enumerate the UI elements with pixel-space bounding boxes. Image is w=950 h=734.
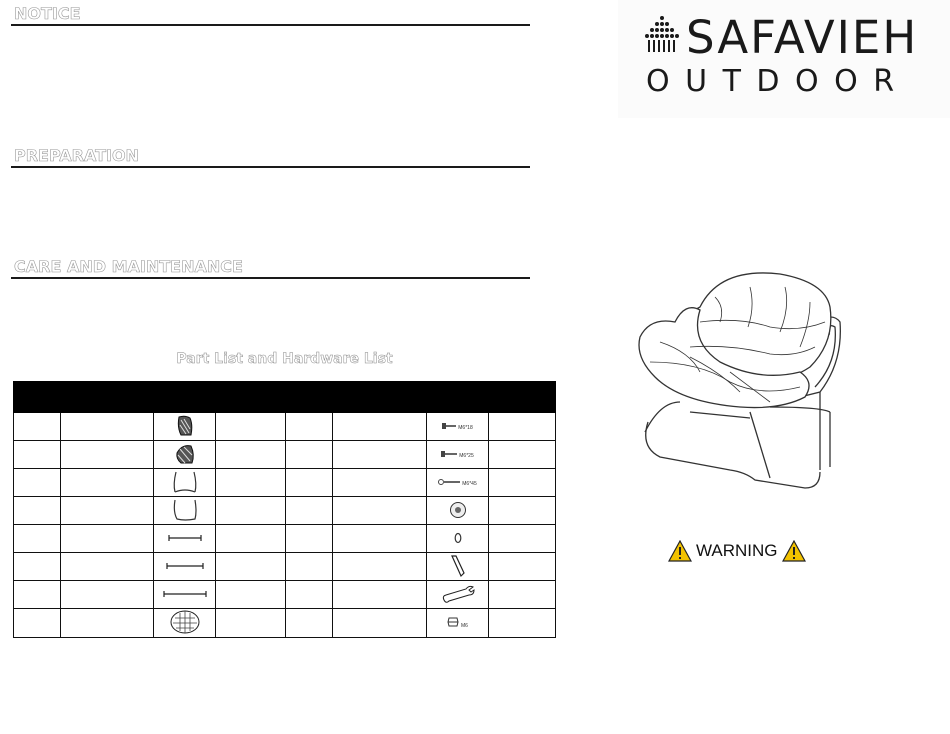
- crossbar-part-icon: [168, 534, 202, 542]
- crossbar-part-icon: [166, 562, 204, 570]
- crossbar-part-icon: [163, 590, 207, 598]
- parts-table: [13, 381, 556, 638]
- frame-leg-part-icon: [170, 498, 200, 522]
- warning-notice: [668, 540, 806, 562]
- warning-triangle-icon: [668, 540, 692, 562]
- frame-leg-part-icon: [170, 470, 200, 494]
- seat-part-icon: [174, 443, 196, 465]
- table-row: [14, 525, 556, 553]
- section-heading-preparation: PREPARATION: [11, 146, 530, 168]
- table-row: [14, 609, 556, 638]
- parts-list-title: Part List and Hardware List: [176, 351, 393, 367]
- backrest-part-icon: [175, 415, 195, 437]
- section-heading-notice: NOTICE: [11, 4, 530, 26]
- washer-nut-icon: [449, 501, 467, 519]
- brand-emblem-icon: [645, 15, 679, 53]
- brand-name: SAFAVIEH: [686, 11, 919, 64]
- allen-key-icon: [449, 554, 467, 578]
- washer-icon: [454, 532, 462, 544]
- bolt-m6x45-icon: [438, 478, 460, 486]
- brand-subtitle: OUTDOOR: [646, 64, 910, 99]
- nut-m6-icon: [447, 617, 459, 627]
- table-row: [14, 441, 556, 469]
- hardware-size-label: M6*25: [459, 453, 474, 460]
- table-row: [14, 581, 556, 609]
- hardware-size-label: M6*18: [458, 425, 473, 432]
- cushion-part-icon: [169, 609, 201, 635]
- table-header-row: [14, 382, 556, 413]
- section-heading-care-and-maintenance: CARE AND MAINTENANCE: [11, 257, 530, 279]
- hardware-size-label: M6: [461, 622, 468, 629]
- warning-triangle-icon: [782, 540, 806, 562]
- table-row: [14, 553, 556, 581]
- wrench-icon: [441, 584, 475, 604]
- table-row: [14, 497, 556, 525]
- table-row: [14, 469, 556, 497]
- rocking-chair-illustration: [630, 262, 850, 497]
- hardware-size-label: M6*45: [462, 481, 477, 488]
- bolt-m6x25-icon: [441, 450, 457, 458]
- warning-text: WARNING: [696, 541, 778, 560]
- bolt-m6x18-icon: [442, 422, 456, 430]
- table-row: [14, 413, 556, 441]
